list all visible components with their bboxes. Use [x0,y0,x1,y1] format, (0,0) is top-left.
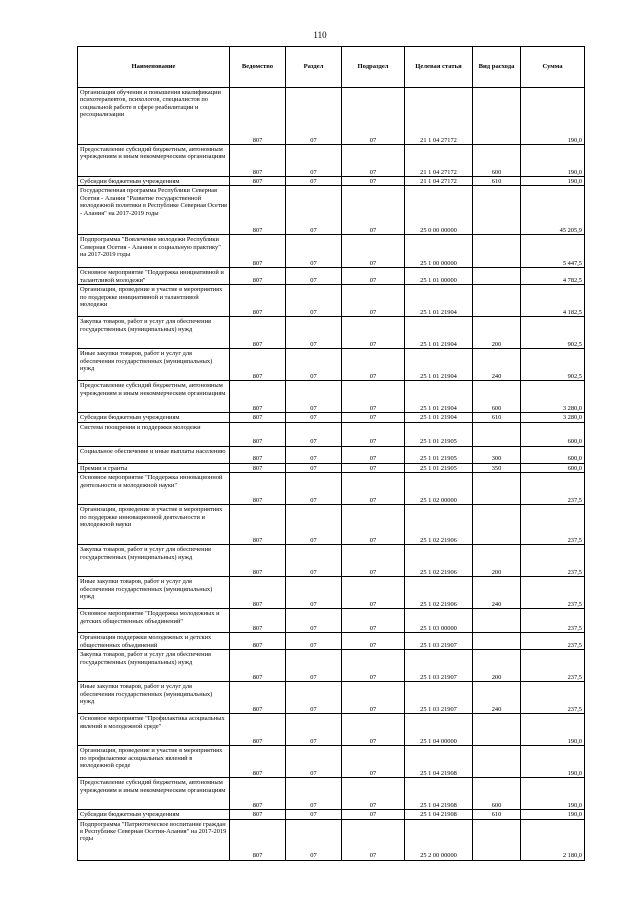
cell-expense-type: 200 [473,650,521,682]
cell-name: Социальное обеспечение и иные выплаты населению [78,446,230,463]
cell-amount: 237,5 [521,473,585,505]
cell-podrazdel: 07 [342,714,405,746]
cell-target: 25 1 03 00000 [405,609,473,633]
cell-amount: 3 280,0 [521,381,585,413]
table-row [78,285,585,317]
table-row [78,714,585,746]
table-row [78,317,585,349]
cell-razdel: 07 [286,317,342,349]
cell-expense-type: 300 [473,446,521,463]
cell-razdel: 07 [286,778,342,810]
header-amount: Сумма [521,47,585,88]
cell-razdel: 07 [286,285,342,317]
cell-razdel: 07 [286,714,342,746]
cell-razdel: 07 [286,463,342,472]
cell-expense-type [473,746,521,778]
page-number: 110 [313,30,327,40]
header-target: Целевая статья [405,47,473,88]
cell-target: 21 1 04 27172 [405,177,473,186]
cell-target: 25 1 02 00000 [405,473,473,505]
cell-name: Основное мероприятие "Поддержка молодежных и детских общественных объединений" [78,609,230,633]
cell-podrazdel: 07 [342,810,405,819]
cell-expense-type: 610 [473,810,521,819]
cell-target: 25 1 01 21904 [405,349,473,381]
cell-podrazdel: 07 [342,746,405,778]
table-row [78,746,585,778]
cell-amount: 237,5 [521,505,585,545]
cell-target: 25 1 01 21905 [405,422,473,446]
cell-amount: 237,5 [521,545,585,577]
cell-amount: 2 180,0 [521,819,585,860]
cell-expense-type: 600 [473,778,521,810]
table-row [78,177,585,186]
cell-vedomstvo: 807 [230,650,286,682]
cell-name: Субсидии бюджетным учреждениям [78,177,230,186]
cell-vedomstvo: 807 [230,88,286,145]
cell-target: 25 1 04 00000 [405,714,473,746]
cell-name: Предоставление субсидий бюджетным, автономным учреждениям и иным некоммерческим организациям [78,778,230,810]
cell-vedomstvo: 807 [230,381,286,413]
cell-expense-type [473,714,521,746]
table-row [78,186,585,235]
cell-name: Премии и гранты [78,463,230,472]
cell-expense-type: 240 [473,577,521,609]
cell-target: 25 1 04 21908 [405,810,473,819]
cell-podrazdel: 07 [342,778,405,810]
cell-podrazdel: 07 [342,505,405,545]
cell-podrazdel: 07 [342,633,405,650]
cell-amount: 600,0 [521,446,585,463]
table-row [78,413,585,422]
cell-vedomstvo: 807 [230,473,286,505]
cell-amount: 190,0 [521,810,585,819]
header-name: Наименование [78,47,230,88]
table-header-row [78,47,585,88]
cell-razdel: 07 [286,186,342,235]
table-row [78,577,585,609]
cell-name: Подпрограмма "Вовлечение молодежи Республики Северная Осетия - Алания в социальную практику" на 2017-2019 годы [78,235,230,268]
cell-vedomstvo: 807 [230,422,286,446]
cell-name: Основное мероприятие "Поддержка инициативной и талантливой молодежи" [78,268,230,285]
cell-expense-type: 200 [473,545,521,577]
cell-name: Организация поддержки молодежных и детских общественных объединений [78,633,230,650]
cell-target: 25 1 01 00000 [405,268,473,285]
cell-name: Организация, проведение и участие в мероприятиях по поддержке инновационной деятельности и молодежной науки [78,505,230,545]
cell-vedomstvo: 807 [230,285,286,317]
cell-podrazdel: 07 [342,235,405,268]
table-row [78,349,585,381]
cell-name: Основное мероприятие "Профилактика асоциальных явлений в молодежной среде" [78,714,230,746]
cell-target: 25 1 01 21904 [405,413,473,422]
cell-amount: 600,0 [521,422,585,446]
cell-vedomstvo: 807 [230,268,286,285]
cell-podrazdel: 07 [342,177,405,186]
cell-name: Закупка товаров, работ и услуг для обеспечения государственных (муниципальных) нужд [78,650,230,682]
cell-target: 21 1 04 27172 [405,145,473,177]
cell-razdel: 07 [286,473,342,505]
cell-podrazdel: 07 [342,473,405,505]
table-row [78,422,585,446]
cell-vedomstvo: 807 [230,317,286,349]
cell-podrazdel: 07 [342,268,405,285]
cell-expense-type [473,819,521,860]
cell-razdel: 07 [286,577,342,609]
cell-target: 25 0 00 00000 [405,186,473,235]
cell-expense-type [473,186,521,235]
cell-vedomstvo: 807 [230,682,286,714]
cell-expense-type: 200 [473,317,521,349]
table-body [78,88,585,861]
cell-vedomstvo: 807 [230,505,286,545]
table-row [78,268,585,285]
cell-podrazdel: 07 [342,819,405,860]
cell-name: Система поощрения и поддержки молодежи [78,422,230,446]
cell-expense-type: 610 [473,177,521,186]
cell-name: Закупка товаров, работ и услуг для обеспечения государственных (муниципальных) нужд [78,545,230,577]
cell-name: Предоставление субсидий бюджетным, автономным учреждениям и иным некоммерческим организациям [78,145,230,177]
cell-name: Подпрограмма "Патриотическое воспитание граждан в Республике Северная Осетия-Алания" на 2017-2019 годы [78,819,230,860]
cell-vedomstvo: 807 [230,633,286,650]
cell-expense-type [473,422,521,446]
cell-vedomstvo: 807 [230,810,286,819]
cell-amount: 190,0 [521,177,585,186]
table-row [78,463,585,472]
cell-amount: 237,5 [521,650,585,682]
cell-amount: 5 447,5 [521,235,585,268]
cell-expense-type: 600 [473,381,521,413]
table-row [78,650,585,682]
cell-razdel: 07 [286,746,342,778]
cell-vedomstvo: 807 [230,446,286,463]
cell-expense-type: 610 [473,413,521,422]
cell-target: 25 1 04 21908 [405,778,473,810]
cell-razdel: 07 [286,810,342,819]
cell-podrazdel: 07 [342,285,405,317]
cell-razdel: 07 [286,545,342,577]
cell-amount: 190,0 [521,714,585,746]
cell-amount: 4 182,5 [521,285,585,317]
cell-podrazdel: 07 [342,88,405,145]
cell-target: 21 1 04 27172 [405,88,473,145]
cell-podrazdel: 07 [342,463,405,472]
cell-razdel: 07 [286,145,342,177]
cell-name: Субсидии бюджетным учреждениям [78,810,230,819]
cell-target: 25 1 01 21904 [405,317,473,349]
cell-name: Иные закупки товаров, работ и услуг для обеспечения государственных (муниципальных) нужд [78,682,230,714]
table-row [78,778,585,810]
cell-amount: 237,5 [521,577,585,609]
cell-target: 25 2 00 00000 [405,819,473,860]
cell-name: Закупка товаров, работ и услуг для обеспечения государственных (муниципальных) нужд [78,317,230,349]
cell-vedomstvo: 807 [230,819,286,860]
cell-target: 25 1 01 21905 [405,463,473,472]
cell-name: Основное мероприятие "Поддержка инновационной деятельности и молодежной науки" [78,473,230,505]
cell-vedomstvo: 807 [230,714,286,746]
cell-amount: 237,5 [521,609,585,633]
cell-vedomstvo: 807 [230,349,286,381]
cell-razdel: 07 [286,682,342,714]
cell-vedomstvo: 807 [230,577,286,609]
cell-amount: 190,0 [521,88,585,145]
cell-expense-type: 350 [473,463,521,472]
cell-razdel: 07 [286,177,342,186]
cell-name: Организация, проведение и участие в мероприятиях по поддержке инициативной и талантливой молодежи [78,285,230,317]
cell-podrazdel: 07 [342,577,405,609]
cell-amount: 237,5 [521,682,585,714]
cell-vedomstvo: 807 [230,186,286,235]
cell-vedomstvo: 807 [230,545,286,577]
table-row [78,682,585,714]
cell-vedomstvo: 807 [230,413,286,422]
cell-target: 25 1 04 21908 [405,746,473,778]
cell-expense-type [473,633,521,650]
cell-name: Организация обучения и повышения квалификации психотерапевтов, психологов, специалистов по социальной работе в сфере реабилитации и ресоциализации [78,88,230,145]
cell-expense-type [473,609,521,633]
cell-razdel: 07 [286,505,342,545]
cell-podrazdel: 07 [342,317,405,349]
cell-razdel: 07 [286,381,342,413]
cell-podrazdel: 07 [342,145,405,177]
cell-vedomstvo: 807 [230,177,286,186]
cell-vedomstvo: 807 [230,145,286,177]
table-row [78,505,585,545]
cell-expense-type [473,235,521,268]
cell-target: 25 1 01 21904 [405,285,473,317]
cell-amount: 902,5 [521,349,585,381]
cell-podrazdel: 07 [342,650,405,682]
cell-expense-type: 240 [473,349,521,381]
cell-razdel: 07 [286,88,342,145]
cell-expense-type [473,505,521,545]
table-row [78,381,585,413]
cell-name: Организация, проведение и участие в мероприятиях по профилактике асоциальных явлений в молодежной среде [78,746,230,778]
cell-razdel: 07 [286,650,342,682]
header-razdel: Раздел [286,47,342,88]
table-row [78,88,585,145]
cell-amount: 45 205,9 [521,186,585,235]
cell-amount: 190,0 [521,778,585,810]
cell-name: Иные закупки товаров, работ и услуг для обеспечения государственных (муниципальных) нужд [78,349,230,381]
header-vedomstvo: Ведомство [230,47,286,88]
cell-name: Иные закупки товаров, работ и услуг для обеспечения государственных (муниципальных) нужд [78,577,230,609]
cell-podrazdel: 07 [342,413,405,422]
cell-podrazdel: 07 [342,349,405,381]
cell-amount: 4 782,5 [521,268,585,285]
table-row [78,819,585,860]
cell-amount: 902,5 [521,317,585,349]
cell-expense-type [473,285,521,317]
cell-razdel: 07 [286,609,342,633]
cell-razdel: 07 [286,633,342,650]
cell-vedomstvo: 807 [230,463,286,472]
header-podrazdel: Подраздел [342,47,405,88]
cell-target: 25 1 03 21907 [405,650,473,682]
table-row [78,446,585,463]
cell-vedomstvo: 807 [230,609,286,633]
cell-podrazdel: 07 [342,545,405,577]
cell-podrazdel: 07 [342,186,405,235]
cell-podrazdel: 07 [342,422,405,446]
cell-expense-type: 240 [473,682,521,714]
cell-target: 25 1 01 21904 [405,381,473,413]
cell-target: 25 1 03 21907 [405,633,473,650]
cell-amount: 190,0 [521,145,585,177]
cell-amount: 190,0 [521,746,585,778]
cell-expense-type: 600 [473,145,521,177]
table-row [78,810,585,819]
cell-target: 25 1 03 21907 [405,682,473,714]
cell-amount: 600,0 [521,463,585,472]
cell-target: 25 1 00 00000 [405,235,473,268]
cell-expense-type [473,88,521,145]
cell-razdel: 07 [286,422,342,446]
cell-podrazdel: 07 [342,381,405,413]
cell-razdel: 07 [286,819,342,860]
cell-amount: 237,5 [521,633,585,650]
cell-expense-type [473,473,521,505]
cell-name: Субсидии бюджетным учреждениям [78,413,230,422]
cell-target: 25 1 02 21906 [405,545,473,577]
table-row [78,235,585,268]
cell-target: 25 1 02 21906 [405,505,473,545]
cell-razdel: 07 [286,413,342,422]
cell-target: 25 1 02 21906 [405,577,473,609]
table-row [78,545,585,577]
cell-vedomstvo: 807 [230,746,286,778]
cell-podrazdel: 07 [342,446,405,463]
budget-table [77,46,585,861]
table-row [78,633,585,650]
table-row [78,473,585,505]
cell-name: Государственная программа Республики Северная Осетия - Алания "Развитие государственной молодежной политики в Республике Северная Осетия - Алания" на 2017-2019 годы [78,186,230,235]
cell-vedomstvo: 807 [230,235,286,268]
cell-razdel: 07 [286,268,342,285]
header-expense-type: Вид расхода [473,47,521,88]
cell-podrazdel: 07 [342,682,405,714]
table-row [78,145,585,177]
cell-vedomstvo: 807 [230,778,286,810]
cell-amount: 3 280,0 [521,413,585,422]
cell-target: 25 1 01 21905 [405,446,473,463]
cell-name: Предоставление субсидий бюджетным, автономным учреждениям и иным некоммерческим организациям [78,381,230,413]
cell-razdel: 07 [286,349,342,381]
cell-expense-type [473,268,521,285]
table-row [78,609,585,633]
cell-podrazdel: 07 [342,609,405,633]
cell-razdel: 07 [286,446,342,463]
cell-razdel: 07 [286,235,342,268]
